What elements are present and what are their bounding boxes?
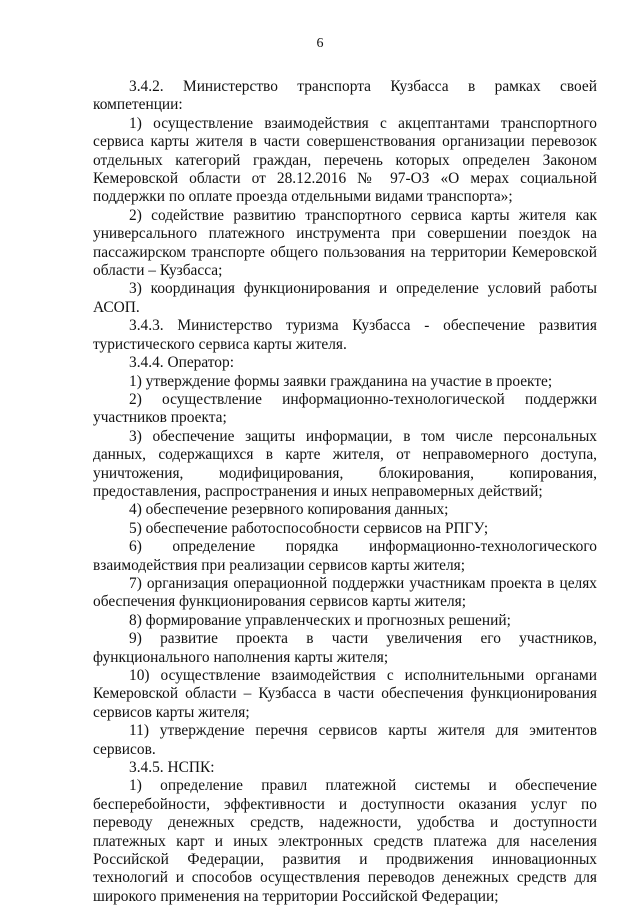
paragraph: 10) осуществление взаимодействия с исполнительными органами Кемеровской области – Кузбасса в части обеспечения функционирования сервисов карты жителя; bbox=[93, 667, 597, 721]
paragraph: 1) утверждение формы заявки гражданина на участие в проекте; bbox=[129, 372, 553, 390]
document-body bbox=[93, 78, 597, 906]
paragraph: 4) обеспечение резервного копирования данных; bbox=[129, 501, 449, 519]
paragraph: 7) организация операционной поддержки участникам проекта в целях обеспечения функционирования сервисов карты жителя; bbox=[93, 574, 597, 611]
paragraph: 9) развитие проекта в части увеличения его участников, функционального наполнения карты жителя; bbox=[93, 630, 597, 666]
paragraph: 2) осуществление информационно-технологической поддержки участников проекта; bbox=[93, 390, 597, 427]
page-number: 6 bbox=[316, 36, 324, 51]
paragraph: 1) определение правил платежной системы и обеспечение бесперебойности, эффективности и доступности оказания услуг по переводу денежных средств, надежности, удобства и доступности платежных карт и иных электронных средств платежа для населения Российской Федерации, развития и продвижения инновационных технологий и способов осуществления переводов денежных средств для широкого применения на территории Российской Федерации; bbox=[93, 777, 597, 905]
paragraph: 6) определение порядка информационно-технологического взаимодействия при реализации сервисов карты жителя; bbox=[93, 538, 597, 574]
paragraph: 3) обеспечение защиты информации, в том числе персональных данных, содержащихся в карте жителя, от неправомерного доступа, уничтожения, модифицирования, блокирования, копирования, предоставления, распространения и иных неправомерных действий; bbox=[93, 427, 597, 500]
paragraph: 2) содействие развитию транспортного сервиса карты жителя как универсального платежного инструмента при совершении поездок на пассажирском транспорте общего пользования на территории Кемеровской области – Кузбасса; bbox=[93, 206, 597, 280]
paragraph: 1) осуществление взаимодействия с акцептантами транспортного сервиса карты жителя в части совершенствования организации перевозок отдельных категорий граждан, перечень которых определен Законом Кемеровской области от 28.12.2016 № 97-ОЗ «О мерах социальной поддержки по оплате проезда отдельными видами транспорта»; bbox=[93, 114, 597, 206]
paragraph: 11) утверждение перечня сервисов карты жителя для эмитентов сервисов. bbox=[93, 722, 597, 758]
section-3-4-5-heading: 3.4.5. НСПК: bbox=[129, 759, 215, 777]
paragraph: 3) координация функционирования и определение условий работы АСОП. bbox=[93, 280, 597, 316]
section-3-4-4-heading: 3.4.4. Оператор: bbox=[129, 354, 234, 372]
section-3-4-2-heading: 3.4.2. Министерство транспорта Кузбасса в рамках своей компетенции: bbox=[93, 78, 597, 114]
paragraph: 5) обеспечение работоспособности сервисов на РПГУ; bbox=[129, 519, 489, 537]
paragraph: 8) формирование управленческих и прогнозных решений; bbox=[129, 611, 511, 629]
section-3-4-3-paragraph: 3.4.3. Министерство туризма Кузбасса - обеспечение развития туристического сервиса карты жителя. bbox=[93, 317, 597, 353]
